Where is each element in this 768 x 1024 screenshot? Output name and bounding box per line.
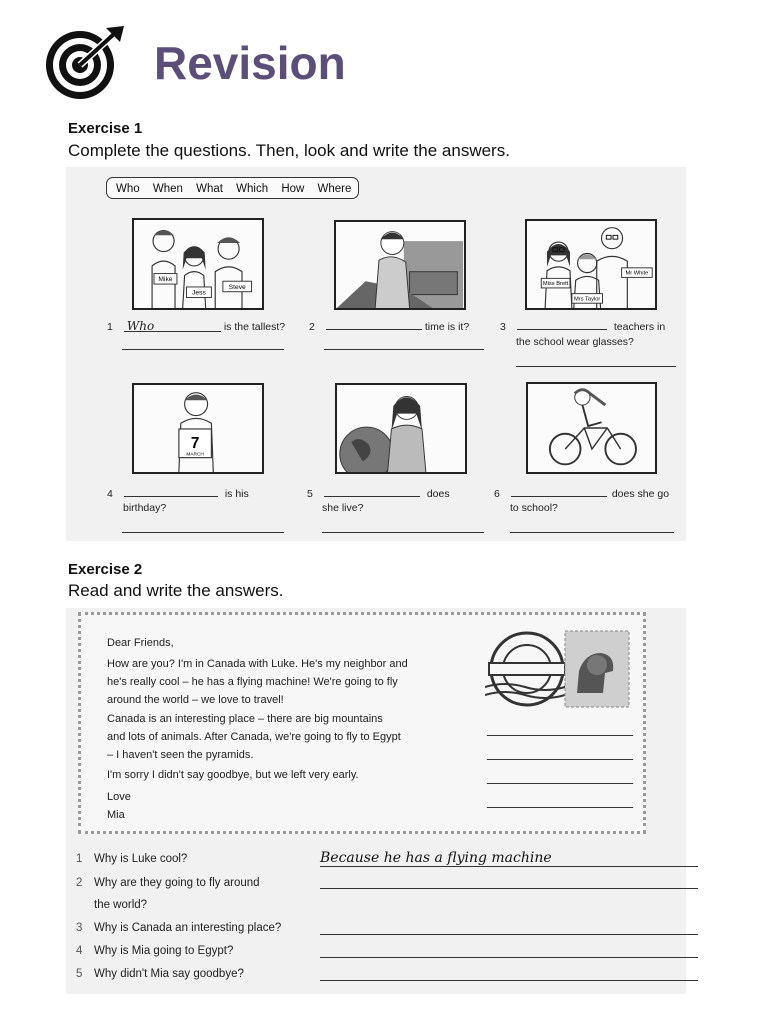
question-3: 3 teachers in — [500, 321, 666, 333]
picture-girl-clock-tower — [334, 220, 466, 310]
question-4-cont: birthday? — [123, 502, 167, 514]
target-icon — [40, 24, 126, 104]
answer-line-4[interactable] — [122, 532, 284, 533]
postcard-closing: Love — [107, 791, 131, 803]
exercise-1-instruction: Complete the questions. Then, look and write the answers. — [68, 141, 510, 160]
label-steve: Steve — [228, 283, 246, 291]
answer-line-r5[interactable] — [320, 980, 698, 981]
postcard-address-line — [487, 735, 633, 736]
answer-blank-2[interactable] — [326, 319, 422, 330]
answer-line-5[interactable] — [322, 532, 484, 533]
postmark-stamp-icon — [485, 623, 635, 713]
word-bank-item: What — [196, 183, 223, 195]
reading-question-3: 3 Why is Canada an interesting place? — [76, 922, 282, 934]
picture-girl-bicycle — [526, 382, 657, 474]
picture-girl-globe — [335, 383, 467, 474]
postcard-signature: Mia — [107, 809, 125, 821]
question-5-cont: she live? — [322, 502, 364, 514]
postcard-address-line — [487, 759, 633, 760]
word-bank-item: Who — [116, 183, 140, 195]
answer-line-6[interactable] — [510, 532, 674, 533]
answer-line-2[interactable] — [324, 349, 484, 350]
postcard-line: Canada is an interesting place – there are big mountains — [107, 713, 383, 725]
reading-question-1: 1 Why is Luke cool? — [76, 853, 188, 865]
exercise-1-heading: Exercise 1 — [68, 120, 143, 137]
reading-question-2: 2 Why are they going to fly around — [76, 877, 260, 889]
exercise-2-heading: Exercise 2 — [68, 561, 143, 578]
label-mike: Mike — [158, 276, 173, 284]
answer-blank-4[interactable] — [124, 486, 218, 497]
picture-teachers — [525, 219, 657, 310]
answer-line-r2[interactable] — [320, 888, 698, 889]
answer-line-r1[interactable] — [320, 866, 698, 867]
page-title: Revision — [154, 37, 346, 89]
word-bank-item: When — [152, 183, 183, 195]
picture-three-children — [132, 218, 264, 310]
postcard-line: and lots of animals. After Canada, we're going to fly to Egypt — [107, 731, 401, 743]
word-bank-item: How — [281, 183, 305, 195]
label-mr-white: Mr White — [625, 270, 649, 277]
question-6-cont: to school? — [510, 502, 558, 514]
card-number: 7 — [190, 435, 200, 453]
question-3-cont: the school wear glasses? — [516, 336, 634, 348]
word-bank-item: Where — [317, 183, 352, 195]
postcard-line: How are you? I'm in Canada with Luke. He's my neighbor and — [107, 658, 408, 670]
reading-question-5: 5 Why didn't Mia say goodbye? — [76, 968, 244, 980]
word-bank — [106, 177, 359, 199]
question-1: 1 Who is the tallest? — [107, 319, 286, 333]
exercise-2-instruction: Read and write the answers. — [68, 581, 284, 600]
answer-line-r3[interactable] — [320, 934, 698, 935]
label-miss-brett: Miss Brett — [542, 281, 569, 288]
postcard-line: around the world – we love to travel! — [107, 694, 284, 706]
answer-line-3[interactable] — [516, 366, 676, 367]
postcard-address-line — [487, 807, 633, 808]
postcard-line: – I haven't seen the pyramids. — [107, 749, 254, 761]
answer-line-r4[interactable] — [320, 957, 698, 958]
question-5: 5 does — [307, 488, 450, 500]
reading-question-4: 4 Why is Mia going to Egypt? — [76, 945, 234, 957]
word-bank-item: Which — [236, 183, 269, 195]
label-jess: Jess — [192, 289, 206, 297]
reading-question-2-cont: the world? — [94, 899, 148, 911]
postcard-address-line — [487, 783, 633, 784]
postcard-greeting: Dear Friends, — [107, 637, 174, 649]
postcard-line: he's really cool – he has a flying machine! We're going to fly — [107, 676, 398, 688]
card-month: MARCH — [186, 452, 204, 458]
answer-blank-5[interactable] — [324, 486, 420, 497]
question-4: 4 is his — [107, 488, 249, 500]
answer-blank-1[interactable]: Who — [124, 319, 221, 332]
question-6: 6 does she go — [494, 488, 670, 500]
label-mrs-taylor: Mrs Taylor — [574, 296, 601, 303]
question-2: 2 time is it? — [309, 321, 470, 333]
answer-blank-3[interactable] — [517, 319, 607, 330]
postcard — [78, 612, 646, 834]
reading-answer-1[interactable]: Because he has a flying machine — [320, 850, 552, 866]
postcard-line: I'm sorry I didn't say goodbye, but we left very early. — [107, 769, 359, 781]
answer-blank-6[interactable] — [511, 486, 607, 497]
answer-line-1[interactable] — [122, 349, 284, 350]
picture-boy-birthday-card — [132, 383, 264, 474]
